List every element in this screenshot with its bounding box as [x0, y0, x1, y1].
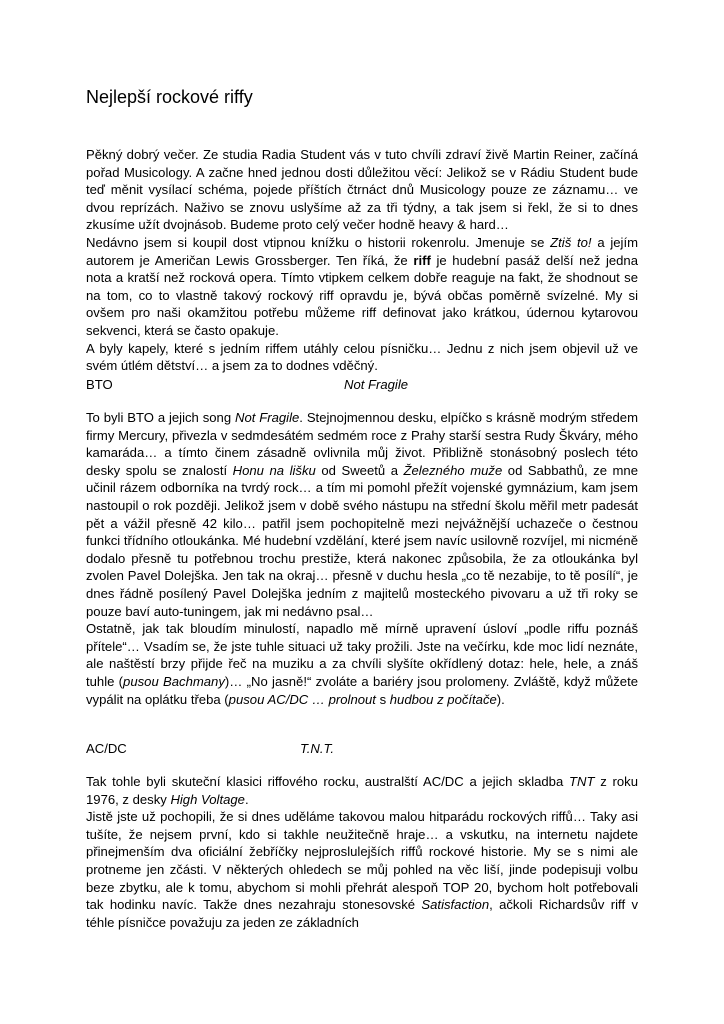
italic-run: Honu na lišku [232, 462, 316, 478]
text-run: Ostatně, jak tak bloudím minulostí, napadlo mě mírně upravení úsloví „podle riffu poznáš přítele“… Vsadím se, že jste tuhle situaci už taky prožili. Jste na večírku, kde moc lidí neznáte, ale naštěstí brzy přijde řeč na muziku a za chvíli slyšíte okřídlený dotaz: hele, hele, a znáš tuhle ( [86, 621, 638, 689]
song-title: Not Fragile [344, 377, 409, 392]
italic-run: High Voltage [170, 791, 245, 807]
intro-paragraph-1: Pěkný dobrý večer. Ze studia Radia Student vás v tuto chvíli zdraví živě Martin Reiner, začíná pořad Musicology. A začne hned jednou dosti důležitou věcí: Jelikož se v Rádiu Student bude teď měnit vysílací schéma, pojede příštích čtrnáct dnů Musicology pouze ze záznamu… ve dvou reprízách. Naživo se znovu uslyšíme až za tři týdny, a tak jsem si řekl, že si to dnes zkusíme užít dvojnásob. Budeme proto celý večer hodně heavy & hard… [86, 147, 638, 233]
italic-run: pusou AC/DC … prolnout [228, 691, 376, 707]
text-run: To byli BTO a jejich song [86, 410, 235, 425]
band-name: BTO [86, 377, 113, 392]
paragraph [86, 773, 638, 808]
intro-text [86, 146, 638, 375]
text-run: . [244, 791, 249, 807]
text-run: , ačkoli Richardsův riff v téhle písničce považuju za jeden ze základních [86, 897, 638, 930]
text-run: Jistě jste už pochopili, že si dnes uděláme takovou malou hitparádu rockových riffů… Taky asi tušíte, že nejsem první, kdo si takhle neužitečně hraje… a vskutku, na internetu najdete přinejmenším dva oficiální žebříčky nejproslulejších riffů rockové historie. My se s nimi ale protneme jen zčásti. V některých ohledech se můj pohled na věc liší, jinde podepisuji volbu beze zbytku, ale k tomu, abychom si mohli přehrát alespoň TOP 20, bychom holt potřebovali tak hodinku navíc. Takže dnes nezahraju stonesovské [86, 809, 638, 913]
text-run: z roku 1976, z desky [86, 774, 638, 807]
italic-run: Satisfaction [421, 897, 490, 913]
text-run: )… „No jasně!“ zvoláte a bariéry jsou prolomeny. Zvláště, když můžete vypálit na oplátku třeba ( [86, 673, 638, 707]
book-title: Ztiš to! [550, 234, 592, 250]
italic-run: Železného muže [403, 462, 503, 478]
paragraph [86, 409, 638, 620]
document-title: Nejlepší rockové riffy [86, 87, 253, 107]
text-run: je hudební pasáž delší než jedna nota a kratší než rocková opera. Tímto vtipkem celkem dobře reaguje na fakt, že shodnout se na tom, co to vlastně takový rockový riff opravdu je, bývá občas poměrně svízelné. My si ovšem pro naši okamžitou potřebu můžeme riff definovat jako krátkou, údernou kytarovou sekvenci, která se často opakuje. [86, 252, 638, 338]
text-run: a jejím autorem je Američan Lewis Grossberger. Ten říká, že [86, 234, 638, 268]
text-run: s [375, 691, 390, 707]
italic-run: hudbou z počítače [389, 691, 497, 707]
text-run: Tak tohle byli skuteční klasici riffového rocku, australští AC/DC a jejich skladba [86, 774, 569, 789]
section-heading-bto [86, 376, 638, 394]
song-title: T.N.T. [300, 741, 334, 756]
italic-run: pusou Bachmany [123, 673, 225, 689]
intro-paragraph-2 [86, 234, 638, 340]
paragraph [86, 808, 638, 931]
italic-run: TNT [569, 774, 595, 789]
bold-term: riff [413, 252, 431, 268]
text-run: . Stejnojmennou desku, elpíčko s krásně modrým středem firmy Mercury, přivezla v sedmdesátém sedmém roce z Prahy starší sestra Rudy Škváry, mého kamaráda… a tímto činem zásadně ovlivnila můj život. Přibližně stonásobný poslech této desky spolu se znalostí [86, 410, 638, 478]
text-run: od Sabbathů, ze mne učinil rázem odborníka na tvrdý rock… a tím mi pomohl přežít vojenské gymnázium, kam jsem nastoupil o rok později. Jelikož jsem v době svého nástupu na střední školu měřil metr padesát pět a vážil přesně 42 kilo… patřil jsem pochopitelně mezi nejvážnější uchazeče o čestnou funkci třídního otloukánka. Mé hudební vzdělání, které jsem navíc usilovně rozvíjel, mi nicméně dodalo přesně tu potřebnou trochu prestiže, která nakonec způsobila, že za otloukánka byl zvolen Pavel Dolejška. Jen tak na okraj… přesně v duchu hesla „co tě nezabije, to tě posílí“, je dnes řádně posílený Pavel Dolejška jedním z majitelů mosteckého pivovaru a už tři roky se pouze baví auto-tuningem, jak mi nedávno psal… [86, 462, 639, 619]
section-heading-acdc [86, 740, 638, 758]
text-run: od Sweetů a [315, 462, 404, 478]
text-run: Nedávno jsem si koupil dost vtipnou knížku o historii rokenrolu. Jmenuje se [86, 234, 551, 250]
band-name: AC/DC [86, 741, 127, 756]
italic-run: Not Fragile [235, 410, 300, 425]
intro-paragraph-3: A byly kapely, které s jedním riffem utáhly celou písničku… Jednu z nich jsem objevil už ve svém útlém dětství… a jsem za to dodnes vděčný. [86, 340, 638, 374]
section-text-bto [86, 409, 638, 708]
section-text-acdc [86, 773, 638, 931]
text-run: ). [496, 691, 505, 707]
paragraph [86, 620, 638, 708]
